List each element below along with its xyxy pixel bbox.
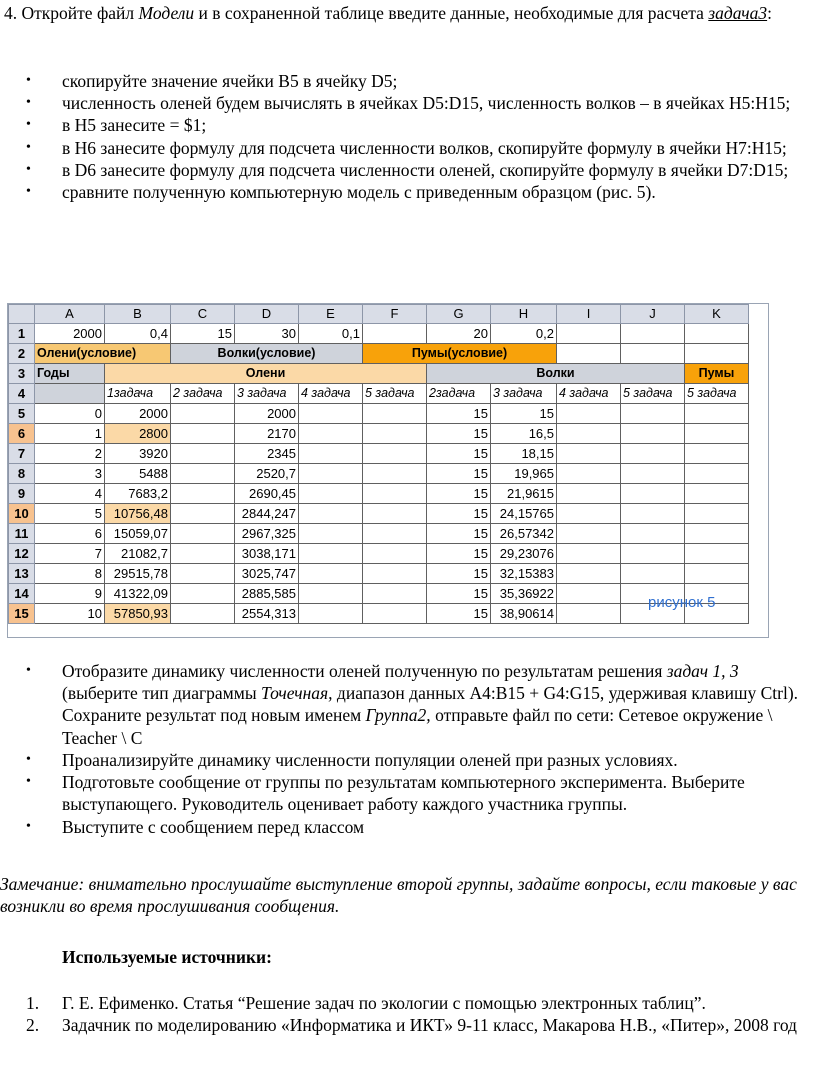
table-row [9,444,749,464]
deer-condition-label: Олени(условие) [35,344,171,364]
years-header: Годы [35,364,105,384]
cell: 0,1 [299,324,363,344]
column-header: I [557,305,621,324]
cell [557,604,621,624]
cell [557,404,621,424]
year-cell: 3 [35,464,105,484]
cell [557,484,621,504]
table-row [9,364,749,384]
row-header: 10 [9,504,35,524]
wolves-task3-cell: 21,9615 [491,484,557,504]
cell [363,324,427,344]
bullet-icon: • [26,161,31,177]
column-header: A [35,305,105,324]
task-header: 1задача [105,384,171,404]
cell: 15 [171,324,235,344]
table-row [9,424,749,444]
cell [557,544,621,564]
wolves-task2-cell: 15 [427,604,491,624]
cell [171,464,235,484]
cell [171,564,235,584]
spreadsheet-figure [7,303,769,638]
year-cell: 6 [35,524,105,544]
deer-task3-cell: 3038,171 [235,544,299,564]
intro-text: Откройте файл [21,3,139,23]
row-header: 13 [9,564,35,584]
wolves-task3-cell: 38,90614 [491,604,557,624]
wolves-task3-cell: 18,15 [491,444,557,464]
row-header: 2 [9,344,35,364]
year-cell: 4 [35,484,105,504]
deer-task1-cell: 2000 [105,404,171,424]
table-row [9,584,749,604]
list-item-text: сравните полученную компьютерную модель с приведенным образцом (рис. 5). [62,182,656,203]
file-name: Модели [138,3,195,23]
sources-title: Используемые источники: [62,947,272,967]
task-header: 4 задача [299,384,363,404]
wolves-task2-cell: 15 [427,504,491,524]
list-item-text: Проанализируйте динамику численности популяции оленей при разных условиях. [62,749,678,770]
tasks-ref: задач 1, 3 [666,661,739,681]
row-header: 3 [9,364,35,384]
year-cell: 8 [35,564,105,584]
wolves-task3-cell: 35,36922 [491,584,557,604]
deer-task3-cell: 2520,7 [235,464,299,484]
pumas-header: Пумы [685,364,749,384]
task-header: 4 задача [557,384,621,404]
source-item [0,1014,816,1036]
cell [171,484,235,504]
list-item-text: Подготовьте сообщение от группы по результатам компьютерного эксперимента. Выберите выступающего. Руководитель оценивает работу каждого участника группы. [62,772,745,815]
cell [557,424,621,444]
cell [299,564,363,584]
wolves-task2-cell: 15 [427,424,491,444]
wolves-task2-cell: 15 [427,544,491,564]
cell [685,484,749,504]
note: Замечание: внимательно прослушайте выступление второй группы, задайте вопросы, если таковые у вас возникли во время прослушивания сообщения. [0,874,797,917]
year-cell: 7 [35,544,105,564]
bullet-icon: • [26,818,31,834]
table-row [9,504,749,524]
bullet-icon: • [26,139,31,155]
intro-colon: : [767,3,772,23]
wolves-header: Волки [427,364,685,384]
column-header: K [685,305,749,324]
figure-caption: рисунок 5 [648,594,716,611]
deer-task1-cell: 2800 [105,424,171,444]
deer-task3-cell: 2885,585 [235,584,299,604]
wolves-task2-cell: 15 [427,404,491,424]
table-row [9,484,749,504]
row-header: 7 [9,444,35,464]
instruction-list [0,70,816,203]
task-header: 3 задача [491,384,557,404]
list-item [0,816,816,838]
task-header: 5 задача [685,384,749,404]
deer-task3-cell: 3025,747 [235,564,299,584]
save-name: Группа2, [365,705,431,726]
cell [685,464,749,484]
deer-task1-cell: 5488 [105,464,171,484]
bullet-icon: • [26,73,31,88]
cell [685,564,749,584]
cell [557,344,621,364]
table-row [9,544,749,564]
cell [685,324,749,344]
cell [299,424,363,444]
deer-task1-cell: 29515,78 [105,564,171,584]
task-list [0,660,816,838]
wolves-task3-cell: 16,5 [491,424,557,444]
cell [685,544,749,564]
list-item-text: в H6 занесите формулу для подсчета численности волков, скопируйте формулу в ячейки H7:H15; [62,137,787,158]
list-item-text: Выступите с сообщением перед классом [62,816,365,837]
list-item [0,137,816,159]
cell: 30 [235,324,299,344]
table-row [9,344,749,364]
cell [621,444,685,464]
cell [171,424,235,444]
cell [685,404,749,424]
list-item [0,660,816,749]
wolves-task3-cell: 19,965 [491,464,557,484]
bullet-icon: • [26,95,31,111]
year-cell: 1 [35,424,105,444]
cell [171,524,235,544]
cell [171,504,235,524]
cell [363,524,427,544]
cell [557,584,621,604]
cell [557,324,621,344]
cell [685,424,749,444]
cell [557,464,621,484]
deer-task1-cell: 15059,07 [105,524,171,544]
list-item [0,159,816,181]
deer-task3-cell: 2000 [235,404,299,424]
cell [685,444,749,464]
bullet-icon: • [26,117,31,133]
list-item-text: в H5 занесите = $1; [62,115,207,136]
deer-task3-cell: 2170 [235,424,299,444]
deer-task1-cell: 3920 [105,444,171,464]
chart-type: Точечная, [260,683,333,704]
cell [363,404,427,424]
list-item-text: (выберите тип диаграммы [62,683,261,704]
bullet-icon: • [26,751,31,767]
row-header: 6 [9,424,35,444]
cell [171,604,235,624]
cell [363,484,427,504]
cell: 2000 [35,324,105,344]
cell [621,424,685,444]
task-header: 3 задача [235,384,299,404]
cell [363,584,427,604]
cell [299,604,363,624]
cell [363,544,427,564]
wolves-task3-cell: 15 [491,404,557,424]
pumas-condition-label: Пумы(условие) [363,344,557,364]
task-header: 5 задача [363,384,427,404]
wolves-task3-cell: 24,15765 [491,504,557,524]
column-header: H [491,305,557,324]
source-number: 1. [26,993,40,1013]
list-item-text: в D6 занесите формулу для подсчета численности оленей, скопируйте формулу в ячейки D7:D15; [62,159,789,180]
cell [557,524,621,544]
year-cell: 9 [35,584,105,604]
sources-list [0,992,816,1036]
cell [299,504,363,524]
cell [171,544,235,564]
deer-header: Олени [105,364,427,384]
intro-paragraph [0,2,816,24]
source-text: Г. Е. Ефименко. Статья “Решение задач по экологии с помощью электронных таблиц”. [62,993,706,1013]
table-row [9,384,749,404]
column-header: G [427,305,491,324]
cell [299,544,363,564]
deer-task3-cell: 2844,247 [235,504,299,524]
list-item [0,181,816,203]
cell [621,544,685,564]
row-header: 12 [9,544,35,564]
wolves-task3-cell: 32,15383 [491,564,557,584]
column-header: D [235,305,299,324]
cell: 0,4 [105,324,171,344]
cell [171,444,235,464]
row-header: 15 [9,604,35,624]
cell [621,464,685,484]
row-header: 9 [9,484,35,504]
task-name: задача3 [708,3,768,23]
cell [363,444,427,464]
deer-task1-cell: 41322,09 [105,584,171,604]
cell [171,404,235,424]
deer-task3-cell: 2690,45 [235,484,299,504]
list-item-text: Отобразите динамику численности оленей полученную по результатам решения [62,661,667,681]
bullet-icon: • [26,774,31,790]
bullet-icon: • [26,184,31,200]
row-header: 5 [9,404,35,424]
list-item-text: численность оленей будем вычислять в ячейках D5:D15, численность волков – в ячейках H5:H15; [62,93,791,114]
step-number: 4. [4,3,22,23]
cell [299,584,363,604]
deer-task1-cell: 10756,48 [105,504,171,524]
wolves-task3-cell: 29,23076 [491,544,557,564]
cell [363,504,427,524]
source-number: 2. [26,1015,40,1036]
cell [35,384,105,404]
table-row [9,524,749,544]
wolves-task2-cell: 15 [427,484,491,504]
table-row [9,604,749,624]
row-header: 4 [9,384,35,404]
cell [685,524,749,544]
column-header: J [621,305,685,324]
cell [621,344,685,364]
wolves-task2-cell: 15 [427,524,491,544]
column-header: F [363,305,427,324]
cell [557,564,621,584]
deer-task3-cell: 2554,313 [235,604,299,624]
cell [557,504,621,524]
cell [299,524,363,544]
table-row [9,324,749,344]
cell [621,524,685,544]
list-item [0,92,816,114]
row-header: 14 [9,584,35,604]
cell [621,564,685,584]
bullet-icon: • [26,663,31,678]
table-row [9,464,749,484]
cell: 20 [427,324,491,344]
table-row [9,404,749,424]
task-header: 2задача [427,384,491,404]
intro-text-2: и в сохраненной таблице введите данные, необходимые для расчета [194,3,709,23]
wolves-condition-label: Волки(условие) [171,344,363,364]
cell [171,584,235,604]
cell [363,464,427,484]
cell: 0,2 [491,324,557,344]
row-header: 1 [9,324,35,344]
year-cell: 10 [35,604,105,624]
list-item [0,749,816,771]
spreadsheet-table [8,304,749,624]
column-header: B [105,305,171,324]
year-cell: 2 [35,444,105,464]
deer-task1-cell: 7683,2 [105,484,171,504]
deer-task1-cell: 21082,7 [105,544,171,564]
data-rows [9,404,749,624]
cell [621,404,685,424]
task-header: 5 задача [621,384,685,404]
row-header: 8 [9,464,35,484]
corner-cell [9,305,35,324]
wolves-task2-cell: 15 [427,444,491,464]
wolves-task2-cell: 15 [427,584,491,604]
table-row [9,564,749,584]
list-item-text: диапазон данных A4:B15 + G4:G15, удерживая клавишу Ctrl). Сохраните результат под новым именем [62,683,799,726]
year-cell: 0 [35,404,105,424]
deer-task3-cell: 2345 [235,444,299,464]
wolves-task2-cell: 15 [427,564,491,584]
cell [299,404,363,424]
list-item-text: отправьте файл по сети: Сетевое окружение \ Teacher \ C [62,705,773,748]
list-item-text: скопируйте значение ячейки B5 в ячейку D5; [62,71,398,91]
cell [621,324,685,344]
row-header: 11 [9,524,35,544]
year-cell: 5 [35,504,105,524]
column-header: E [299,305,363,324]
cell [299,484,363,504]
cell [299,444,363,464]
cell [363,424,427,444]
deer-task3-cell: 2967,325 [235,524,299,544]
list-item [0,771,816,815]
cell [621,504,685,524]
cell [685,344,749,364]
cell [557,444,621,464]
list-item [0,114,816,136]
cell [363,564,427,584]
cell [299,464,363,484]
task-header: 2 задача [171,384,235,404]
list-item [0,70,816,92]
cell [621,484,685,504]
cell [363,604,427,624]
deer-task1-cell: 57850,93 [105,604,171,624]
source-item [0,992,816,1014]
column-header: C [171,305,235,324]
wolves-task2-cell: 15 [427,464,491,484]
wolves-task3-cell: 26,57342 [491,524,557,544]
cell [685,504,749,524]
column-header-row [9,305,749,324]
source-text: Задачник по моделированию «Информатика и ИКТ» 9-11 класс, Макарова Н.В., «Питер», 2008 год [62,1015,797,1036]
